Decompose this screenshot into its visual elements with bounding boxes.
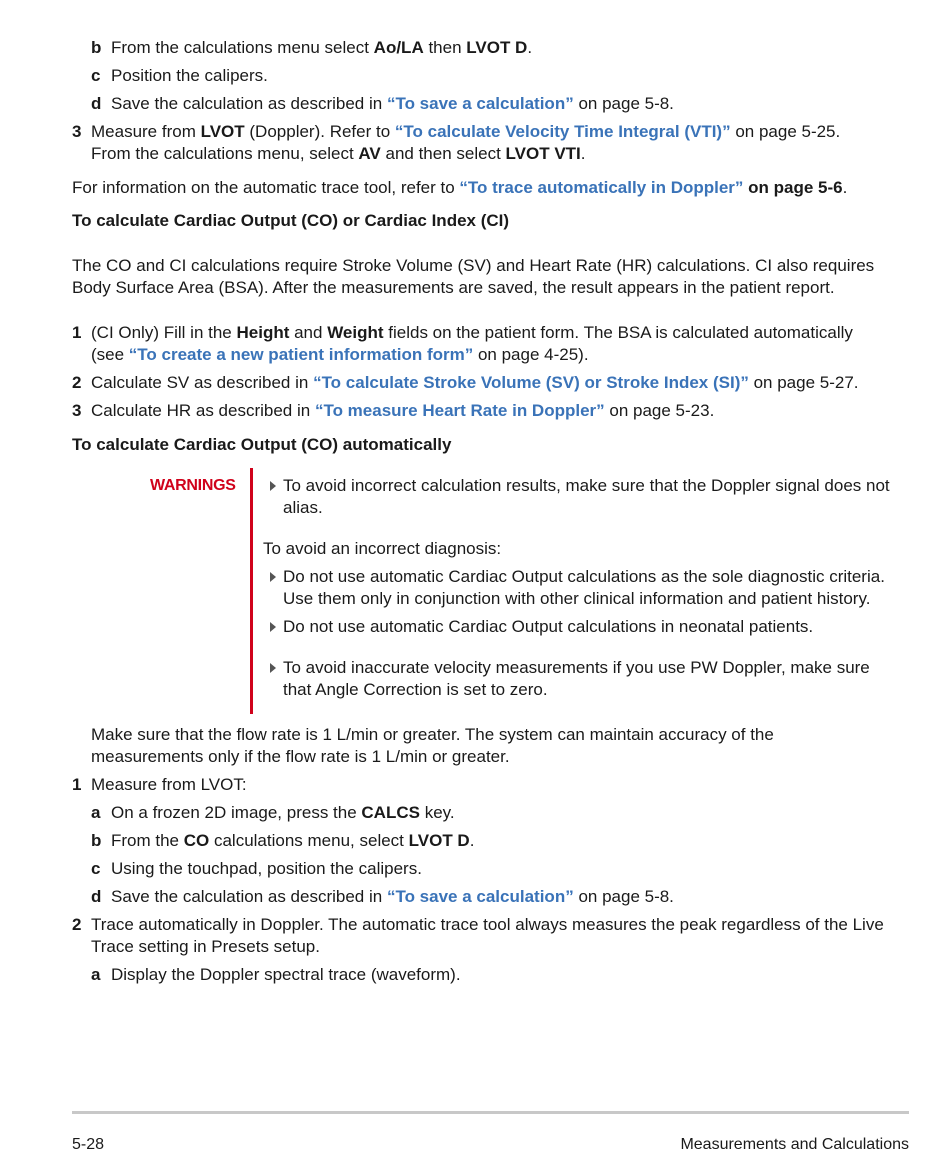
cross-reference-link[interactable]: “To measure Heart Rate in Doppler” bbox=[314, 401, 605, 420]
step-label: d bbox=[91, 887, 102, 906]
cross-reference-link[interactable]: “To trace automatically in Doppler” bbox=[459, 178, 744, 197]
warning-item: that Angle Correction is set to zero. bbox=[283, 680, 548, 699]
step-label: 2 bbox=[72, 915, 82, 934]
section-heading: To calculate Cardiac Output (CO) automatically bbox=[72, 435, 452, 454]
paragraph-line: Make sure that the flow rate is 1 L/min or greater. The system can maintain accuracy of the bbox=[91, 725, 774, 744]
step-label: 2 bbox=[72, 373, 82, 392]
warning-item: To avoid inaccurate velocity measurements if you use PW Doppler, make sure bbox=[283, 658, 870, 677]
step-text: Using the touchpad, position the calipers. bbox=[111, 859, 422, 878]
warnings-label: WARNINGS bbox=[150, 477, 236, 494]
warning-item: alias. bbox=[283, 498, 323, 517]
bullet-triangle-icon bbox=[270, 622, 276, 632]
step-label: a bbox=[91, 803, 101, 822]
bullet-triangle-icon bbox=[270, 481, 276, 491]
step-text: Save the calculation as described in “To save a calculation” on page 5-8. bbox=[111, 94, 674, 113]
trace-info-paragraph: For information on the automatic trace tool, refer to “To trace automatically in Doppler” on page 5-6. bbox=[72, 178, 848, 197]
step-label: b bbox=[91, 38, 102, 57]
step-label: 3 bbox=[72, 122, 82, 141]
step-text: Measure from LVOT: bbox=[91, 775, 247, 794]
paragraph-line: measurements only if the flow rate is 1 L/min or greater. bbox=[91, 747, 510, 766]
footer-rule bbox=[72, 1111, 909, 1114]
step-text: From the calculations menu select Ao/LA then LVOT D. bbox=[111, 38, 533, 57]
step-text: On a frozen 2D image, press the CALCS key. bbox=[111, 803, 455, 822]
step-text: Measure from LVOT (Doppler). Refer to “To calculate Velocity Time Integral (VTI)” on page 5-25. bbox=[91, 122, 841, 141]
warning-intro: To avoid an incorrect diagnosis: bbox=[263, 539, 502, 558]
paragraph-line: Body Surface Area (BSA). After the measurements are saved, the result appears in the patient report. bbox=[72, 278, 835, 297]
warning-item: To avoid incorrect calculation results, make sure that the Doppler signal does not bbox=[283, 476, 890, 495]
step-text: (see “To create a new patient information form” on page 4-25). bbox=[91, 345, 589, 364]
step-text: Calculate HR as described in “To measure Heart Rate in Doppler” on page 5-23. bbox=[91, 401, 715, 420]
step-text: Trace automatically in Doppler. The automatic trace tool always measures the peak regardless of the Live bbox=[91, 915, 884, 934]
paragraph-line: The CO and CI calculations require Stroke Volume (SV) and Heart Rate (HR) calculations. CI also requires bbox=[72, 256, 875, 275]
step-text: (CI Only) Fill in the Height and Weight fields on the patient form. The BSA is calculated automatically bbox=[91, 323, 853, 342]
step-text: Trace setting in Presets setup. bbox=[91, 937, 320, 956]
cross-reference-link[interactable]: “To calculate Stroke Volume (SV) or Stroke Index (SI)” bbox=[313, 373, 749, 392]
step-label: b bbox=[91, 831, 102, 850]
step-label: 1 bbox=[72, 775, 82, 794]
step-text: Position the calipers. bbox=[111, 66, 268, 85]
step-label: d bbox=[91, 94, 102, 113]
step-text: Calculate SV as described in “To calculate Stroke Volume (SV) or Stroke Index (SI)” on page 5-27. bbox=[91, 373, 859, 392]
bullet-triangle-icon bbox=[270, 663, 276, 673]
warning-item: Use them only in conjunction with other clinical information and patient history. bbox=[283, 589, 871, 608]
step-text: Display the Doppler spectral trace (waveform). bbox=[111, 965, 461, 984]
cross-reference-link[interactable]: “To create a new patient information form” bbox=[128, 345, 474, 364]
step-label: c bbox=[91, 66, 101, 85]
cross-reference-link[interactable]: “To calculate Velocity Time Integral (VTI)” bbox=[394, 122, 731, 141]
section-heading: To calculate Cardiac Output (CO) or Cardiac Index (CI) bbox=[72, 211, 510, 230]
page-number: 5-28 bbox=[72, 1136, 105, 1153]
step-label: 3 bbox=[72, 401, 82, 420]
chapter-title: Measurements and Calculations bbox=[680, 1136, 909, 1153]
warning-item: Do not use automatic Cardiac Output calculations as the sole diagnostic criteria. bbox=[283, 567, 885, 586]
step-label: a bbox=[91, 965, 101, 984]
step-label: c bbox=[91, 859, 101, 878]
warning-item: Do not use automatic Cardiac Output calculations in neonatal patients. bbox=[283, 617, 814, 636]
step-label: 1 bbox=[72, 323, 82, 342]
step-text: From the calculations menu, select AV and then select LVOT VTI. bbox=[91, 144, 586, 163]
warnings-divider bbox=[250, 468, 253, 714]
step-text: From the CO calculations menu, select LVOT D. bbox=[111, 831, 475, 850]
bullet-triangle-icon bbox=[270, 572, 276, 582]
cross-reference-link[interactable]: “To save a calculation” bbox=[386, 94, 574, 113]
cross-reference-link[interactable]: “To save a calculation” bbox=[386, 887, 574, 906]
step-text: Save the calculation as described in “To save a calculation” on page 5-8. bbox=[111, 887, 674, 906]
